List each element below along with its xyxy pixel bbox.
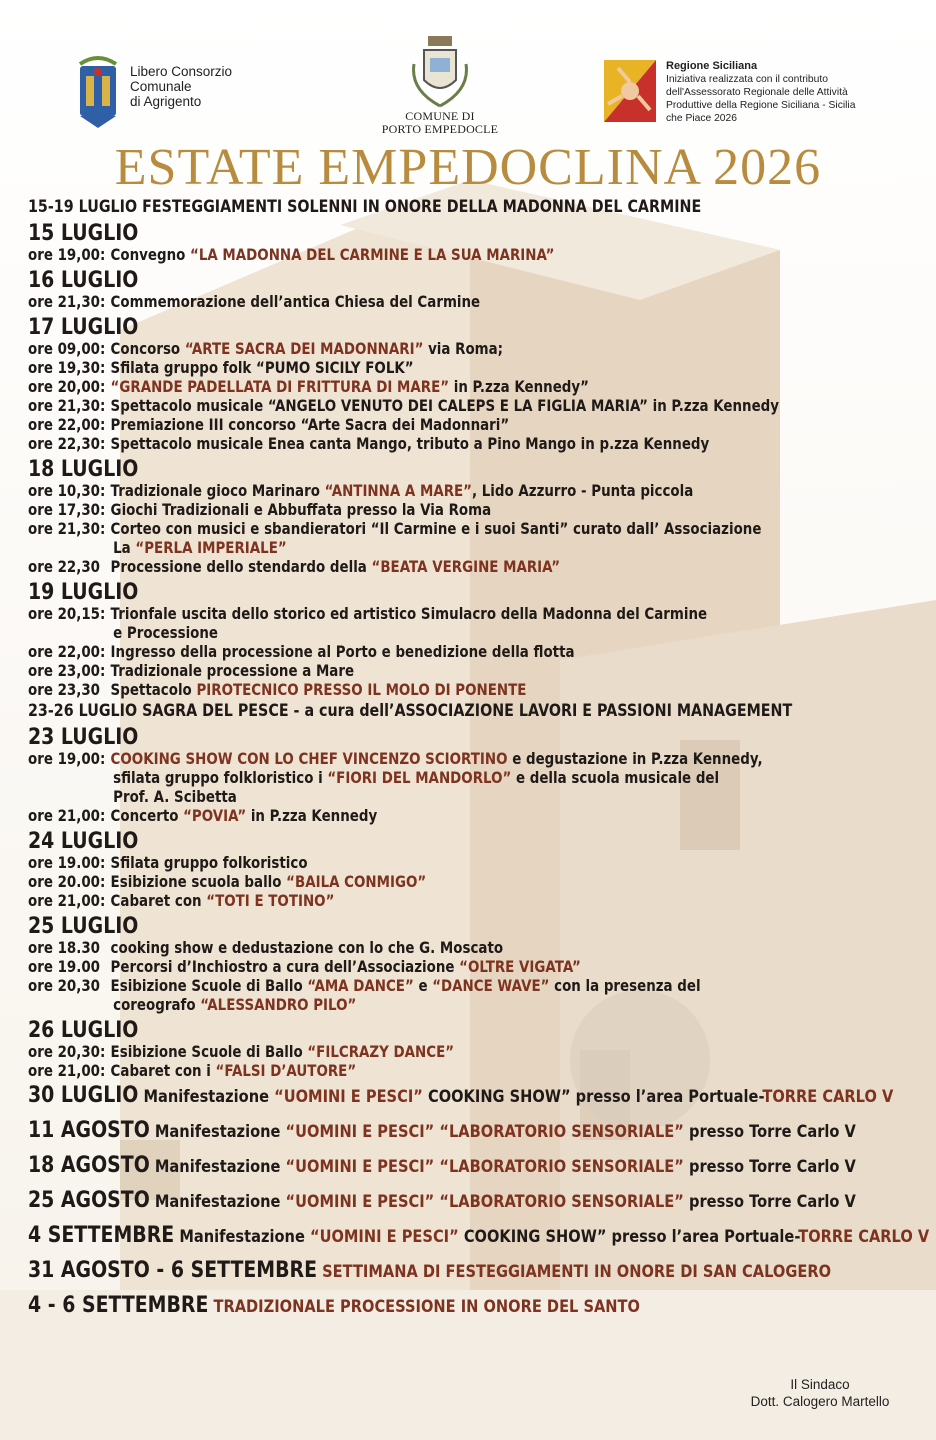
- event-text: Convegno: [110, 246, 191, 264]
- event-row: [28, 397, 802, 416]
- event-row: [28, 662, 802, 681]
- event-text: La: [113, 539, 136, 557]
- event-text: Spettacolo musicale Enea canta Mango, tributo a Pino Mango in p.zza Kennedy: [110, 435, 710, 453]
- event-text: sfilata gruppo folkloristico i: [113, 769, 328, 787]
- event-highlight: “FALSI D’AUTORE”: [215, 1062, 357, 1080]
- event-highlight: “BEATA VERGINE MARIA”: [371, 558, 561, 576]
- later-event-text: Manifestazione: [149, 1192, 286, 1212]
- later-event-date: 31 AGOSTO - 6 SETTEMBRE: [28, 1258, 318, 1283]
- event-text: Sfilata gruppo folkoristico: [110, 854, 308, 872]
- event-row: [28, 854, 802, 873]
- event-time: ore 21,00:: [28, 1062, 106, 1080]
- event-time: ore 17,30:: [28, 501, 106, 519]
- regione-siciliana-label: Regione Siciliana Iniziativa realizzata con il contributo dell'Assessorato Regionale delle Attività Produttive della Regione Siciliana - Sicilia che Piace 2026: [666, 60, 856, 124]
- event-row: [28, 807, 802, 826]
- later-event-text-after: COOKING SHOW” presso l’area Portuale-: [458, 1227, 799, 1247]
- event-row: [28, 246, 802, 265]
- day-heading: 26 LUGLIO: [28, 1018, 139, 1043]
- day-heading: 24 LUGLIO: [28, 829, 139, 854]
- event-highlight: “ANTINNA A MARE”: [324, 482, 473, 500]
- later-event-highlight: TORRE CARLO V: [762, 1087, 894, 1107]
- event-highlight: “GRANDE PADELLATA DI FRITTURA DI MARE”: [110, 378, 450, 396]
- event-row: [28, 416, 802, 435]
- later-event-date: 4 SETTEMBRE: [28, 1223, 175, 1248]
- event-text: cooking show e dedustazione con lo che G. Moscato: [110, 939, 504, 957]
- event-text: Concorso: [110, 340, 185, 358]
- event-text: Commemorazione dell’antica Chiesa del Carmine: [110, 293, 481, 311]
- event-time: ore 21,00:: [28, 807, 106, 825]
- later-event-highlight: “UOMINI E PESCI” “LABORATORIO SENSORIALE”: [285, 1122, 684, 1142]
- event-time: ore 10,30:: [28, 482, 106, 500]
- event-text-after: , Lido Azzurro - Punta piccola: [472, 482, 694, 500]
- event-row: [28, 520, 802, 539]
- event-text: Cabaret con i: [110, 1062, 216, 1080]
- later-event-text-after: COOKING SHOW” presso l’area Portuale-: [422, 1087, 763, 1107]
- later-event-highlight: SETTIMANA DI FESTEGGIAMENTI IN ONORE DI SAN CALOGERO: [322, 1262, 832, 1282]
- later-event-highlight: “UOMINI E PESCI” “LABORATORIO SENSORIALE”: [285, 1157, 684, 1177]
- later-event-text-after: presso Torre Carlo V: [683, 1192, 856, 1212]
- event-time: ore 21,00:: [28, 892, 106, 910]
- event-text-after: in P.zza Kennedy”: [449, 378, 589, 396]
- event-text: Giochi Tradizionali e Abbuffata presso la Via Roma: [110, 501, 492, 519]
- later-event-text-after: presso Torre Carlo V: [683, 1157, 856, 1177]
- day-heading: 18 LUGLIO: [28, 457, 139, 482]
- event-highlight: “OLTRE VIGATA”: [459, 958, 581, 976]
- day-heading: 23 LUGLIO: [28, 725, 139, 750]
- event-row: [28, 624, 802, 643]
- event-time: ore 23,00:: [28, 662, 106, 680]
- later-event-row: [28, 1254, 832, 1289]
- event-row: [28, 750, 802, 769]
- program-subtitle: 15-19 LUGLIO FESTEGGIAMENTI SOLENNI IN ONORE DELLA MADONNA DEL CARMINE: [28, 197, 702, 217]
- event-text: Spettacolo musicale “ANGELO VENUTO DEI CALEPS E LA FIGLIA MARIA” in P.zza Kennedy: [110, 397, 780, 415]
- event-highlight: “PERLA IMPERIALE”: [135, 539, 287, 557]
- event-time: ore 21,30:: [28, 520, 106, 538]
- event-highlight: COOKING SHOW CON LO CHEF VINCENZO SCIORTINO: [110, 750, 508, 768]
- regione-siciliana-trinacria-icon: [604, 60, 656, 122]
- event-row: [28, 539, 802, 558]
- signature: Il Sindaco Dott. Calogero Martello: [750, 1377, 890, 1409]
- event-text: Prof. A. Scibetta: [113, 788, 237, 806]
- later-event-date: 4 - 6 SETTEMBRE: [28, 1293, 209, 1318]
- event-highlight: “DANCE WAVE”: [432, 977, 550, 995]
- later-event-date: 11 AGOSTO: [28, 1118, 150, 1143]
- later-events: [28, 1079, 928, 1324]
- event-time: ore 22,30: [28, 558, 101, 576]
- event-time: ore 19.00:: [28, 854, 106, 872]
- event-time: ore 20.00:: [28, 873, 106, 891]
- later-event-date: 25 AGOSTO: [28, 1188, 150, 1213]
- event-row: [28, 977, 802, 996]
- later-event-date: 30 LUGLIO: [28, 1083, 139, 1108]
- later-event-highlight: TORRE CARLO V: [798, 1227, 930, 1247]
- event-time: ore 19,00:: [28, 750, 106, 768]
- event-highlight: “ALESSANDRO PILO”: [200, 996, 357, 1014]
- event-row: [28, 340, 802, 359]
- event-time: ore 19.00: [28, 958, 101, 976]
- event-row: [28, 681, 802, 700]
- event-time: ore 09,00:: [28, 340, 106, 358]
- event-time: ore 20,15:: [28, 605, 106, 623]
- event-text-after: e della scuola musicale del: [511, 769, 720, 787]
- event-row: [28, 558, 802, 577]
- later-event-row: [28, 1219, 930, 1254]
- event-row: [28, 1043, 802, 1062]
- event-time: ore 19,00:: [28, 246, 106, 264]
- event-highlight: “ARTE SACRA DEI MADONNARI”: [184, 340, 424, 358]
- event-text-after: in P.zza Kennedy: [246, 807, 378, 825]
- event-row: [28, 873, 802, 892]
- event-text: Tradizionale processione a Mare: [110, 662, 355, 680]
- comune-label: COMUNE DI PORTO EMPEDOCLE: [381, 109, 499, 136]
- day-heading: 15 LUGLIO: [28, 221, 139, 246]
- event-text: Processione dello stendardo della: [110, 558, 372, 576]
- agrigento-coat-of-arms-icon: [76, 50, 120, 130]
- event-highlight: “BAILA CONMIGO”: [286, 873, 427, 891]
- event-text: Percorsi d’Inchiostro a cura dell’Associazione: [110, 958, 460, 976]
- event-text: Trionfale uscita dello storico ed artistico Simulacro della Madonna del Carmine: [110, 605, 708, 623]
- later-event-row: [28, 1114, 856, 1149]
- event-row: [28, 435, 802, 454]
- event-row: [28, 769, 802, 788]
- event-row: [28, 378, 802, 397]
- later-event-row: [28, 1184, 856, 1219]
- day-heading: 19 LUGLIO: [28, 580, 139, 605]
- event-time: ore 18.30: [28, 939, 101, 957]
- event-highlight: “TOTI E TOTINO”: [206, 892, 335, 910]
- event-text: Sfilata gruppo folk “PUMO SICILY FOLK”: [110, 359, 414, 377]
- event-row: [28, 958, 802, 977]
- event-row: [28, 939, 802, 958]
- event-row: [28, 501, 802, 520]
- event-text-after: e degustazione in P.zza Kennedy,: [507, 750, 763, 768]
- event-text: Ingresso della processione al Porto e benedizione della flotta: [110, 643, 575, 661]
- later-event-highlight: “UOMINI E PESCI”: [309, 1227, 459, 1247]
- event-text-after: e: [413, 977, 433, 995]
- event-highlight: “FILCRAZY DANCE”: [307, 1043, 455, 1061]
- event-text: e Processione: [113, 624, 219, 642]
- event-highlight: PIROTECNICO PRESSO IL MOLO DI PONENTE: [196, 681, 527, 699]
- day-heading: 25 LUGLIO: [28, 914, 139, 939]
- later-event-text-after: presso Torre Carlo V: [683, 1122, 856, 1142]
- libero-consorzio-label: Libero Consorzio Comunale di Agrigento: [130, 64, 233, 109]
- event-row: [28, 605, 802, 624]
- event-time: ore 21,30:: [28, 293, 106, 311]
- later-event-date: 18 AGOSTO: [28, 1153, 150, 1178]
- event-highlight: “LA MADONNA DEL CARMINE E LA SUA MARINA”: [190, 246, 555, 264]
- event-time: ore 20,30: [28, 977, 101, 995]
- program-list: [28, 196, 928, 1324]
- event-row: [28, 482, 802, 501]
- event-text: Esibizione Scuole di Ballo: [110, 977, 308, 995]
- later-event-text: Manifestazione: [138, 1087, 275, 1107]
- later-event-text: Manifestazione: [149, 1157, 286, 1177]
- event-text-after: via Roma;: [423, 340, 504, 358]
- later-event-highlight: “UOMINI E PESCI”: [274, 1087, 423, 1107]
- event-text: Spettacolo: [110, 681, 197, 699]
- header: [0, 0, 936, 140]
- later-event-row: [28, 1289, 802, 1324]
- event-text: Concerto: [110, 807, 184, 825]
- event-time: ore 23,30: [28, 681, 101, 699]
- event-row: [28, 359, 802, 378]
- event-time: ore 20,00:: [28, 378, 106, 396]
- event-text: Premiazione III concorso “Arte Sacra dei Madonnari”: [110, 416, 510, 434]
- event-row: [28, 788, 802, 807]
- page-title: ESTATE EMPEDOCLINA 2026: [114, 139, 822, 196]
- event-text: coreografo: [113, 996, 201, 1014]
- later-event-highlight: “UOMINI E PESCI” “LABORATORIO SENSORIALE”: [285, 1192, 684, 1212]
- event-row: [28, 643, 802, 662]
- porto-empedocle-coat-of-arms-icon: [410, 34, 470, 110]
- event-text-after: con la presenza del: [549, 977, 701, 995]
- later-event-text: Manifestazione: [174, 1227, 310, 1247]
- event-row: [28, 293, 802, 312]
- day-heading: 17 LUGLIO: [28, 315, 139, 340]
- event-highlight: “AMA DANCE”: [307, 977, 414, 995]
- event-text: Cabaret con: [110, 892, 207, 910]
- later-event-text: Manifestazione: [149, 1122, 286, 1142]
- event-time: ore 20,30:: [28, 1043, 106, 1061]
- event-text: Tradizionale gioco Marinaro: [110, 482, 325, 500]
- event-time: ore 21,30:: [28, 397, 106, 415]
- event-text: Esibizione scuola ballo: [110, 873, 287, 891]
- event-time: ore 22,00:: [28, 416, 106, 434]
- event-text: Esibizione Scuole di Ballo: [110, 1043, 308, 1061]
- program-subtitle: 23-26 LUGLIO SAGRA DEL PESCE - a cura dell’ASSOCIAZIONE LAVORI E PASSIONI MANAGEMENT: [28, 701, 793, 721]
- event-row: [28, 996, 802, 1015]
- event-time: ore 19,30:: [28, 359, 106, 377]
- later-event-row: [28, 1149, 856, 1184]
- event-text: Corteo con musici e sbandieratori “Il Carmine e i suoi Santi” curato dall’ Associazione: [110, 520, 762, 538]
- later-event-highlight: TRADIZIONALE PROCESSIONE IN ONORE DEL SANTO: [213, 1297, 640, 1317]
- event-highlight: “FIORI DEL MANDORLO”: [327, 769, 512, 787]
- day-heading: 16 LUGLIO: [28, 268, 139, 293]
- later-event-row: [28, 1079, 894, 1114]
- event-highlight: “POVIA”: [183, 807, 247, 825]
- event-time: ore 22,30:: [28, 435, 106, 453]
- event-time: ore 22,00:: [28, 643, 106, 661]
- event-row: [28, 892, 802, 911]
